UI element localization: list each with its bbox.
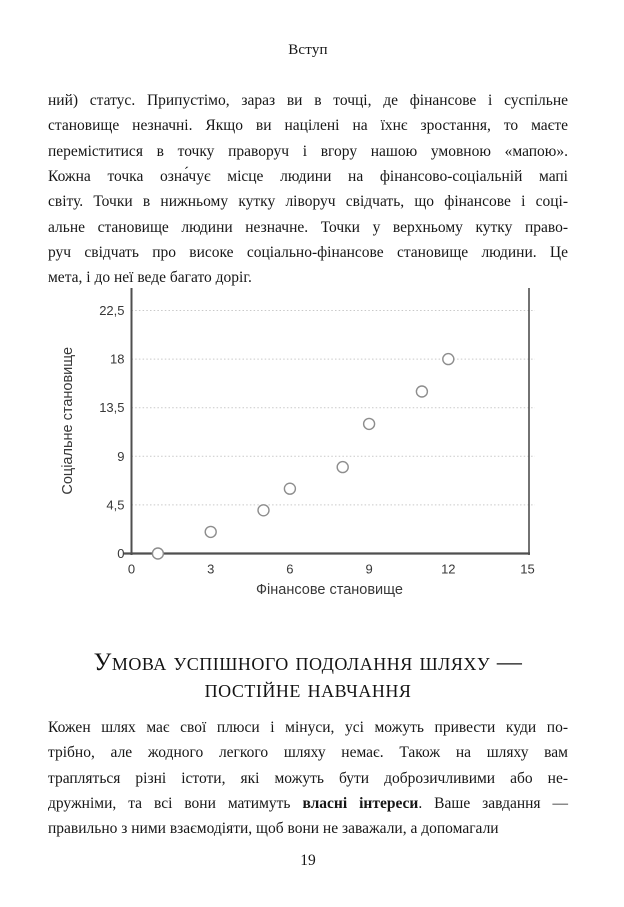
paragraph-learning bbox=[48, 715, 568, 842]
running-head: Вступ bbox=[288, 42, 328, 58]
section-heading-line-1: Умова успішного подолання шляху — bbox=[93, 649, 523, 676]
y-tick-label: 9 bbox=[117, 448, 125, 464]
data-point bbox=[364, 418, 375, 429]
section-heading bbox=[48, 650, 568, 703]
x-tick-label: 3 bbox=[207, 561, 215, 577]
text-line: правильно з ними взаємодіяти, щоб вони не заважали, а допомагали bbox=[48, 820, 499, 838]
data-point bbox=[284, 483, 295, 494]
y-tick-label: 13,5 bbox=[99, 400, 125, 416]
text-line: становище незначні. Якщо ви націлені на їхнє зростання, то маєте bbox=[48, 117, 568, 135]
x-tick-label: 12 bbox=[441, 561, 456, 577]
paragraph-intro bbox=[48, 88, 568, 291]
text-line: Кожен шлях має свої плюси і мінуси, усі можуть привести куди по- bbox=[48, 719, 568, 736]
x-axis-title: Фінансове становище bbox=[256, 582, 403, 598]
scatter-chart bbox=[0, 283, 624, 623]
bold-phrase: власні інтереси bbox=[302, 794, 419, 812]
x-tick-label: 6 bbox=[286, 561, 294, 577]
data-point bbox=[443, 354, 454, 365]
text-line: світу. Точки в нижньому кутку ліворуч свідчать, що фінансове і соці- bbox=[48, 193, 568, 211]
y-tick-label: 22,5 bbox=[99, 303, 125, 318]
data-point bbox=[258, 505, 269, 516]
text-line: ний) статус. Припустімо, зараз ви в точці, де фінансове і суспільне bbox=[48, 92, 568, 109]
x-tick-label: 15 bbox=[520, 561, 535, 577]
text-line: трібно, але жодного легкого шляху немає. Також на шляху вам bbox=[48, 744, 568, 762]
data-point bbox=[337, 462, 348, 473]
text-line: руч свідчать про високе соціально-фінансове становище людини. Це bbox=[48, 243, 568, 261]
text-line: мета, і до неї веде багато доріг. bbox=[48, 269, 252, 287]
y-axis-title: Соціальне становище bbox=[60, 346, 76, 495]
section-heading-line-2: постійне навчання bbox=[204, 675, 412, 703]
x-tick-label: 0 bbox=[127, 561, 136, 577]
data-point bbox=[152, 548, 163, 559]
text-segment: дружніми, та всі вони матимуть bbox=[48, 794, 303, 812]
y-tick-label: 0 bbox=[117, 546, 125, 561]
data-point bbox=[416, 386, 427, 397]
data-point bbox=[205, 526, 216, 537]
page-number: 19 bbox=[300, 852, 316, 869]
text-line: трапляться різні істоти, які можуть бути доброзичливими або не- bbox=[48, 769, 568, 787]
text-line bbox=[48, 791, 568, 816]
y-tick-label: 4,5 bbox=[106, 497, 125, 513]
y-tick-label: 18 bbox=[110, 351, 125, 367]
text-segment: . Ваше завдання — bbox=[418, 794, 568, 812]
text-line: Кожна точка озна́чує місце людини на фінансово-соціальній мапі bbox=[48, 167, 568, 185]
x-tick-label: 9 bbox=[365, 561, 373, 577]
text-line: альне становище людини незначне. Точки у верхньому кутку право- bbox=[48, 218, 568, 236]
text-line: переміститися в точку праворуч і вгору нашою умовною «мапою». bbox=[48, 142, 568, 160]
scatter-chart-svg bbox=[0, 283, 624, 623]
